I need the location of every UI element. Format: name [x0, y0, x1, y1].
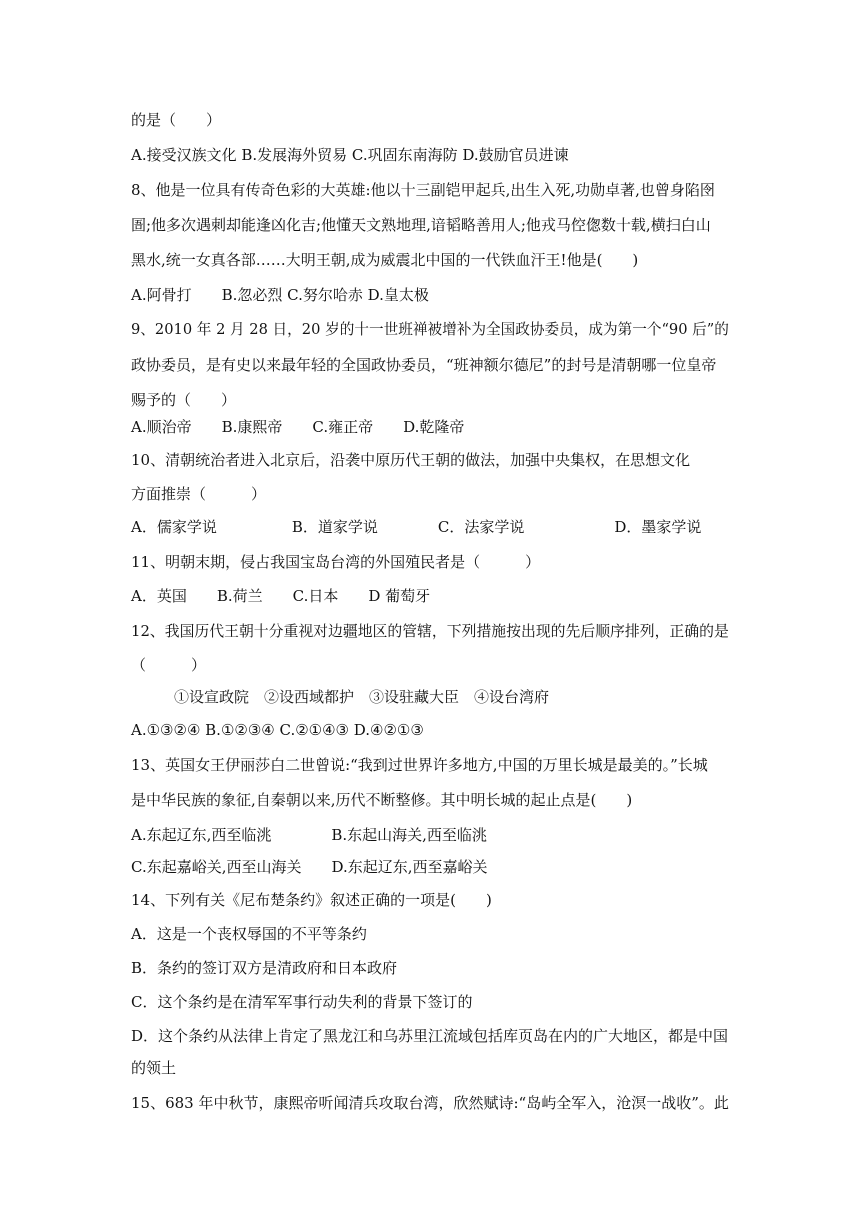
question-14-option-c: C．这个条约是在清军军事行动失利的背景下签订的: [131, 993, 473, 1011]
question-12-items: ①设宣政院 ②设西域都护 ③设驻藏大臣 ④设台湾府: [174, 688, 550, 706]
question-14-option-d-line-1: D．这个条约从法律上肯定了黑龙江和乌苏里江流域包括库页岛在内的广大地区，都是中国: [131, 1027, 729, 1045]
question-10-options: A．儒家学说 B．道家学说 C．法家学说 D．墨家学说: [131, 518, 702, 536]
question-7-options: A.接受汉族文化 B.发展海外贸易 C.巩固东南海防 D.鼓励官员进谏: [131, 146, 569, 164]
question-10-stem-line-2: 方面推崇（ ）: [131, 485, 267, 503]
question-13-stem-line-1: 13、英国女王伊丽莎白二世曾说:“我到过世界许多地方,中国的万里长城是最美的。”长城: [131, 756, 708, 774]
question-14-option-b: B．条约的签订双方是清政府和日本政府: [131, 959, 398, 977]
question-13-options-ab: A.东起辽东,西至临洮 B.东起山海关,西至临洮: [131, 826, 487, 844]
question-14-stem: 14、下列有关《尼布楚条约》叙述正确的一项是( ): [131, 891, 492, 909]
question-8-stem-line-2: 圄;他多次遇刺却能逢凶化吉;他懂天文熟地理,谙韬略善用人;他戎马倥偬数十载,横扫白山: [131, 216, 711, 234]
question-12-stem-line-2: （ ）: [131, 656, 207, 674]
question-8-options: A.阿骨打 B.忽必烈 C.努尔哈赤 D.皇太极: [131, 286, 429, 304]
question-14-option-d-line-2: 的领土: [131, 1059, 177, 1077]
question-13-options-cd: C.东起嘉峪关,西至山海关 D.东起辽东,西至嘉峪关: [131, 858, 488, 876]
question-10-stem-line-1: 10、清朝统治者进入北京后，沿袭中原历代王朝的做法，加强中央集权，在思想文化: [131, 451, 691, 469]
question-9-options: A.顺治帝 B.康熙帝 C.雍正帝 D.乾隆帝: [131, 418, 465, 436]
question-15-stem-line-1: 15、683 年中秋节，康熙帝听闻清兵攻取台湾，欣然赋诗:“岛屿全军入，沧溟一战收”。此: [131, 1094, 729, 1112]
question-13-stem-line-2: 是中华民族的象征,自秦朝以来,历代不断整修。其中明长城的起止点是( ): [131, 791, 633, 809]
question-9-stem-line-3: 赐予的（ ）: [131, 391, 237, 409]
question-9-stem-line-1: 9、2010 年 2 月 28 日，20 岁的十一世班禅被增补为全国政协委员，成为第一个“90 后”的: [131, 321, 729, 338]
question-11-options: A．英国 B.荷兰 C.日本 D 葡萄牙: [131, 587, 431, 605]
question-12-stem-line-1: 12、我国历代王朝十分重视对边疆地区的管辖，下列措施按出现的先后顺序排列，正确的是: [131, 622, 729, 640]
question-9-stem-line-2: 政协委员，是有史以来最年轻的全国政协委员，“班神额尔德尼”的封号是清朝哪一位皇帝: [131, 356, 717, 374]
question-7-stem-end: 的是（ ）: [131, 111, 222, 129]
question-14-option-a: A．这是一个丧权辱国的不平等条约: [131, 925, 367, 943]
question-11-stem: 11、明朝末期，侵占我国宝岛台湾的外国殖民者是（ ）: [131, 553, 541, 571]
question-8-stem-line-1: 8、他是一位具有传奇色彩的大英雄:他以十三副铠甲起兵,出生入死,功勋卓著,也曾身陷囹: [131, 181, 715, 199]
question-12-options: A.①③②④ B.①②③④ C.②①④③ D.④②①③: [131, 721, 424, 739]
question-8-stem-line-3: 黑水,统一女真各部……大明王朝,成为威震北中国的一代铁血汗王!他是( ): [131, 251, 639, 269]
